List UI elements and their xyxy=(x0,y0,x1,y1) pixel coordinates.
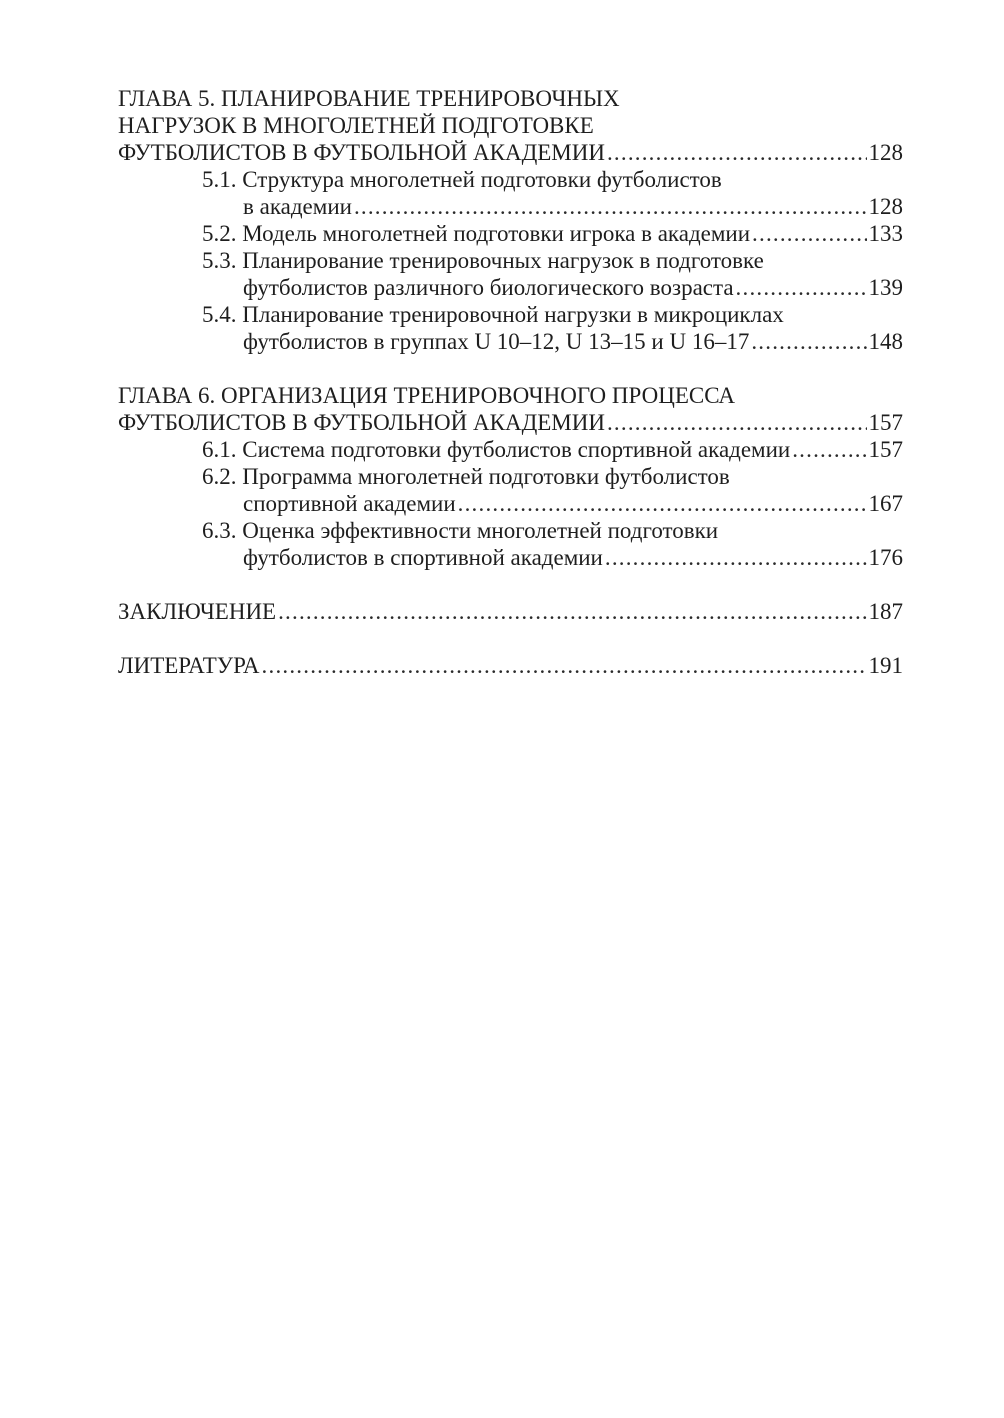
entry-title: ЗАКЛЮЧЕНИЕ xyxy=(118,599,277,624)
section-title: 5.2. Модель многолетней подготовки игрока в академии xyxy=(202,221,751,246)
dot-leader xyxy=(751,328,866,355)
entry-title: ЛИТЕРАТУРА xyxy=(118,653,260,678)
page-number: 157 xyxy=(868,437,903,462)
section-title: в академии xyxy=(243,194,352,219)
spacer xyxy=(118,625,903,652)
spacer xyxy=(118,571,903,598)
section-line xyxy=(202,220,903,247)
section-title: 6.1. Система подготовки футболистов спортивной академии xyxy=(202,437,791,462)
page-number: 128 xyxy=(868,140,903,165)
toc-entry-6-3[interactable] xyxy=(118,517,903,571)
spacer xyxy=(118,355,903,382)
section-title-continued xyxy=(202,328,903,355)
page-number: 148 xyxy=(868,329,903,354)
dot-leader xyxy=(354,193,867,220)
toc-entry-6-2[interactable] xyxy=(118,463,903,517)
section-title: футболистов в группах U 10–12, U 13–15 и U 16–17 xyxy=(243,329,750,354)
dot-leader xyxy=(752,220,866,247)
toc-entry-chapter-6[interactable] xyxy=(118,409,903,436)
chapter-title-line: НАГРУЗОК В МНОГОЛЕТНЕЙ ПОДГОТОВКЕ xyxy=(118,113,594,138)
section-title-continued xyxy=(202,274,903,301)
dot-leader xyxy=(607,409,867,436)
section-title-continued xyxy=(202,544,903,571)
page-number: 157 xyxy=(868,410,903,435)
section-title: спортивной академии xyxy=(243,491,456,516)
dot-leader xyxy=(792,436,866,463)
chapter-title-line: ФУТБОЛИСТОВ В ФУТБОЛЬНОЙ АКАДЕМИИ xyxy=(118,140,605,165)
chapter-title-line: ГЛАВА 5. ПЛАНИРОВАНИЕ ТРЕНИРОВОЧНЫХ xyxy=(118,86,620,111)
toc-entry-5-3[interactable] xyxy=(118,247,903,301)
section-line xyxy=(202,436,903,463)
toc-entry-chapter-5[interactable] xyxy=(118,139,903,166)
dot-leader xyxy=(605,544,867,571)
section-title: футболистов различного биологического возраста xyxy=(243,275,734,300)
toc-entry-conclusion[interactable] xyxy=(118,598,903,625)
table-of-contents xyxy=(118,85,903,679)
page-number: 139 xyxy=(868,275,903,300)
section-title: 5.1. Структура многолетней подготовки футболистов xyxy=(202,167,722,192)
page-number: 133 xyxy=(868,221,903,246)
section-title-continued xyxy=(202,193,903,220)
dot-leader xyxy=(262,652,867,679)
section-title-continued xyxy=(202,490,903,517)
dot-leader xyxy=(458,490,867,517)
toc-entry-5-4[interactable] xyxy=(118,301,903,355)
toc-entry-5-1[interactable] xyxy=(118,166,903,220)
dot-leader xyxy=(607,139,867,166)
page-number: 167 xyxy=(868,491,903,516)
toc-entry-literature[interactable] xyxy=(118,652,903,679)
page-number: 187 xyxy=(868,599,903,624)
dot-leader xyxy=(736,274,867,301)
chapter-title-line: ГЛАВА 6. ОРГАНИЗАЦИЯ ТРЕНИРОВОЧНОГО ПРОЦЕССА xyxy=(118,383,736,408)
chapter-title-line: ФУТБОЛИСТОВ В ФУТБОЛЬНОЙ АКАДЕМИИ xyxy=(118,410,605,435)
chapter-5 xyxy=(118,85,903,355)
page-number: 128 xyxy=(868,194,903,219)
section-title: 5.4. Планирование тренировочной нагрузки в микроциклах xyxy=(202,302,784,327)
page-number: 191 xyxy=(868,653,903,678)
page-number: 176 xyxy=(868,545,903,570)
chapter-6 xyxy=(118,382,903,571)
toc-entry-6-1[interactable] xyxy=(118,436,903,463)
section-title: футболистов в спортивной академии xyxy=(243,545,603,570)
toc-entry-5-2[interactable] xyxy=(118,220,903,247)
dot-leader xyxy=(278,598,866,625)
section-title: 6.3. Оценка эффективности многолетней подготовки xyxy=(202,518,719,543)
section-title: 6.2. Программа многолетней подготовки футболистов xyxy=(202,464,730,489)
section-title: 5.3. Планирование тренировочных нагрузок в подготовке xyxy=(202,248,764,273)
